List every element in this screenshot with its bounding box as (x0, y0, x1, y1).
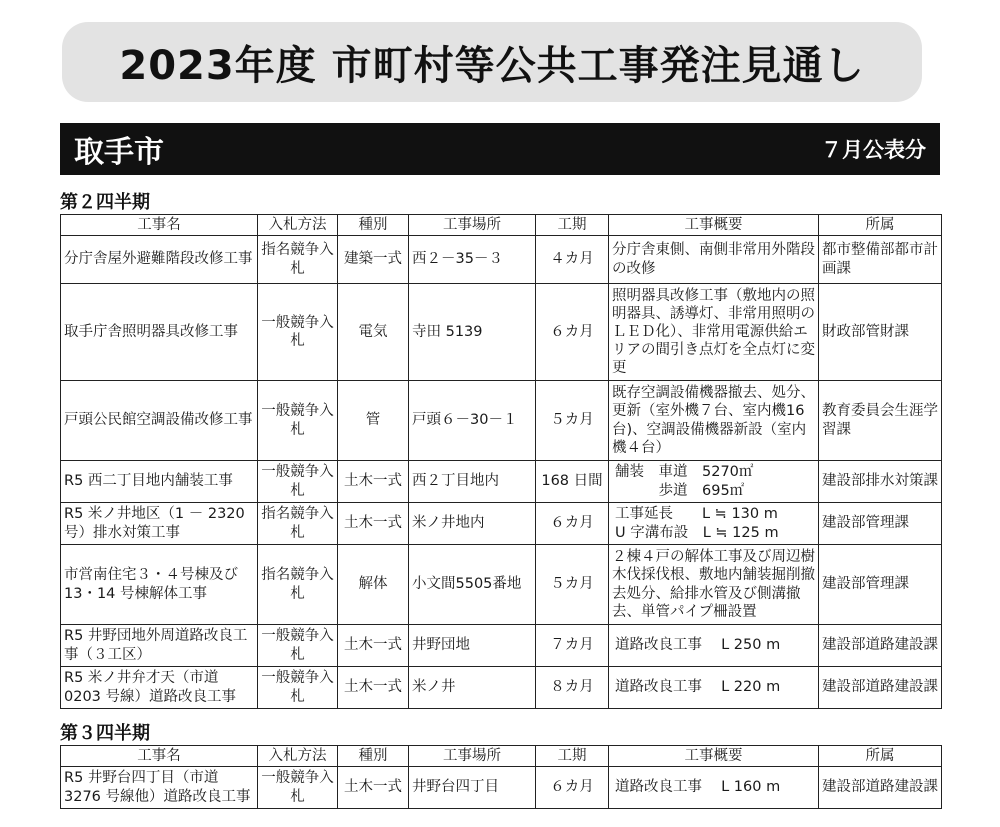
cell-summary: ２棟４戸の解体工事及び周辺樹木伐採伐根、敷地内舗装掘削撤去処分、給排水管及び側溝撤去、単管パイプ柵設置 (609, 545, 819, 625)
cell-summary: 既存空調設備機器撤去、処分、更新（室外機７台、室内機16台)、空調設備機器新設（室内機４台） (609, 381, 819, 461)
cell-place: 西２丁目地内 (409, 461, 536, 503)
cell-bid: 一般競争入札 (258, 767, 338, 809)
header-period: 工期 (536, 746, 609, 767)
cell-place: 戸頭６－30－１ (409, 381, 536, 461)
cell-type: 解体 (338, 545, 409, 625)
table-row (61, 236, 942, 284)
cell-summary (609, 461, 819, 503)
table-row (61, 461, 942, 503)
cell-summary: 道路改良工事 L 220 m (609, 667, 819, 709)
cell-summary: 分庁舎東側、南側非常用外階段の改修 (609, 236, 819, 284)
header-summary: 工事概要 (609, 746, 819, 767)
cell-period: ４カ月 (536, 236, 609, 284)
header-summary: 工事概要 (609, 215, 819, 236)
cell-type: 土木一式 (338, 625, 409, 667)
cell-dept: 建設部管理課 (819, 503, 942, 545)
cell-period: ８カ月 (536, 667, 609, 709)
cell-period: ６カ月 (536, 503, 609, 545)
header-dept: 所属 (819, 215, 942, 236)
cell-dept: 建設部排水対策課 (819, 461, 942, 503)
cell-place: 米ノ井地内 (409, 503, 536, 545)
cell-name: R5 井野団地外周道路改良工事（３工区） (61, 625, 258, 667)
publication-label: ７月公表分 (821, 138, 926, 162)
cell-name: R5 米ノ井地区（1 － 2320号）排水対策工事 (61, 503, 258, 545)
quarter-label-q3: 第３四半期 (60, 723, 150, 744)
cell-bid: 一般競争入札 (258, 667, 338, 709)
cell-period: ６カ月 (536, 284, 609, 381)
cell-place: 西２－35－３ (409, 236, 536, 284)
header-name: 工事名 (61, 746, 258, 767)
cell-type: 土木一式 (338, 461, 409, 503)
cell-dept: 建設部道路建設課 (819, 667, 942, 709)
works-table-q2 (60, 214, 942, 709)
cell-type: 土木一式 (338, 767, 409, 809)
table-row (61, 625, 942, 667)
cell-bid: 指名競争入札 (258, 503, 338, 545)
works-table-q3 (60, 745, 942, 809)
cell-period: 168 日間 (536, 461, 609, 503)
cell-name: 市営南住宅３・４号棟及び13・14 号棟解体工事 (61, 545, 258, 625)
summary-line: 工事延長 L ≒ 130 m (615, 506, 778, 523)
header-dept: 所属 (819, 746, 942, 767)
cell-name: 分庁舎屋外避難階段改修工事 (61, 236, 258, 284)
city-header-bar (60, 123, 940, 175)
table-row (61, 667, 942, 709)
summary-line: U 字溝布設 L ≒ 125 m (615, 524, 779, 541)
cell-bid: 一般競争入札 (258, 284, 338, 381)
cell-summary: 道路改良工事 L 160 m (609, 767, 819, 809)
cell-bid: 一般競争入札 (258, 381, 338, 461)
city-name: 取手市 (74, 135, 164, 170)
cell-name: R5 米ノ井弁才天（市道0203 号線）道路改良工事 (61, 667, 258, 709)
cell-place: 井野団地 (409, 625, 536, 667)
summary-line: 歩道 695㎡ (615, 482, 745, 499)
table-header-row (61, 215, 942, 236)
cell-bid: 指名競争入札 (258, 236, 338, 284)
cell-period: ７カ月 (536, 625, 609, 667)
cell-place: 寺田 5139 (409, 284, 536, 381)
header-bid: 入札方法 (258, 215, 338, 236)
table-row (61, 545, 942, 625)
cell-type: 土木一式 (338, 667, 409, 709)
cell-name: R5 井野台四丁目（市道3276 号線他）道路改良工事 (61, 767, 258, 809)
cell-type: 管 (338, 381, 409, 461)
table-row (61, 381, 942, 461)
cell-dept: 建設部管理課 (819, 545, 942, 625)
cell-place: 米ノ井 (409, 667, 536, 709)
header-type: 種別 (338, 746, 409, 767)
header-place: 工事場所 (409, 746, 536, 767)
cell-dept: 建設部道路建設課 (819, 625, 942, 667)
cell-type: 建築一式 (338, 236, 409, 284)
table-row (61, 767, 942, 809)
cell-type: 土木一式 (338, 503, 409, 545)
cell-period: ５カ月 (536, 381, 609, 461)
quarter-label-q2: 第２四半期 (60, 192, 150, 213)
cell-place: 小文間5505番地 (409, 545, 536, 625)
header-period: 工期 (536, 215, 609, 236)
cell-type: 電気 (338, 284, 409, 381)
cell-dept: 建設部道路建設課 (819, 767, 942, 809)
cell-period: ６カ月 (536, 767, 609, 809)
header-bid: 入札方法 (258, 746, 338, 767)
cell-bid: 一般競争入札 (258, 625, 338, 667)
table-row (61, 503, 942, 545)
table-row (61, 284, 942, 381)
cell-summary: 照明器具改修工事（敷地内の照明器具、誘導灯、非常用照明のＬＥＤ化）、非常用電源供給エリアの間引き点灯を全点灯に変更 (609, 284, 819, 381)
header-place: 工事場所 (409, 215, 536, 236)
header-type: 種別 (338, 215, 409, 236)
cell-name: 戸頭公民館空調設備改修工事 (61, 381, 258, 461)
cell-dept: 財政部管財課 (819, 284, 942, 381)
cell-period: ５カ月 (536, 545, 609, 625)
cell-name: 取手庁舎照明器具改修工事 (61, 284, 258, 381)
cell-place: 井野台四丁目 (409, 767, 536, 809)
table-header-row (61, 746, 942, 767)
cell-summary: 道路改良工事 L 250 m (609, 625, 819, 667)
cell-bid: 指名競争入札 (258, 545, 338, 625)
page-title: 2023年度 市町村等公共工事発注見通し (62, 22, 922, 102)
header-name: 工事名 (61, 215, 258, 236)
cell-summary (609, 503, 819, 545)
cell-name: R5 西二丁目地内舗装工事 (61, 461, 258, 503)
cell-dept: 教育委員会生涯学習課 (819, 381, 942, 461)
cell-dept: 都市整備部都市計画課 (819, 236, 942, 284)
cell-bid: 一般競争入札 (258, 461, 338, 503)
summary-line: 舗装 車道 5270㎡ (615, 464, 754, 481)
